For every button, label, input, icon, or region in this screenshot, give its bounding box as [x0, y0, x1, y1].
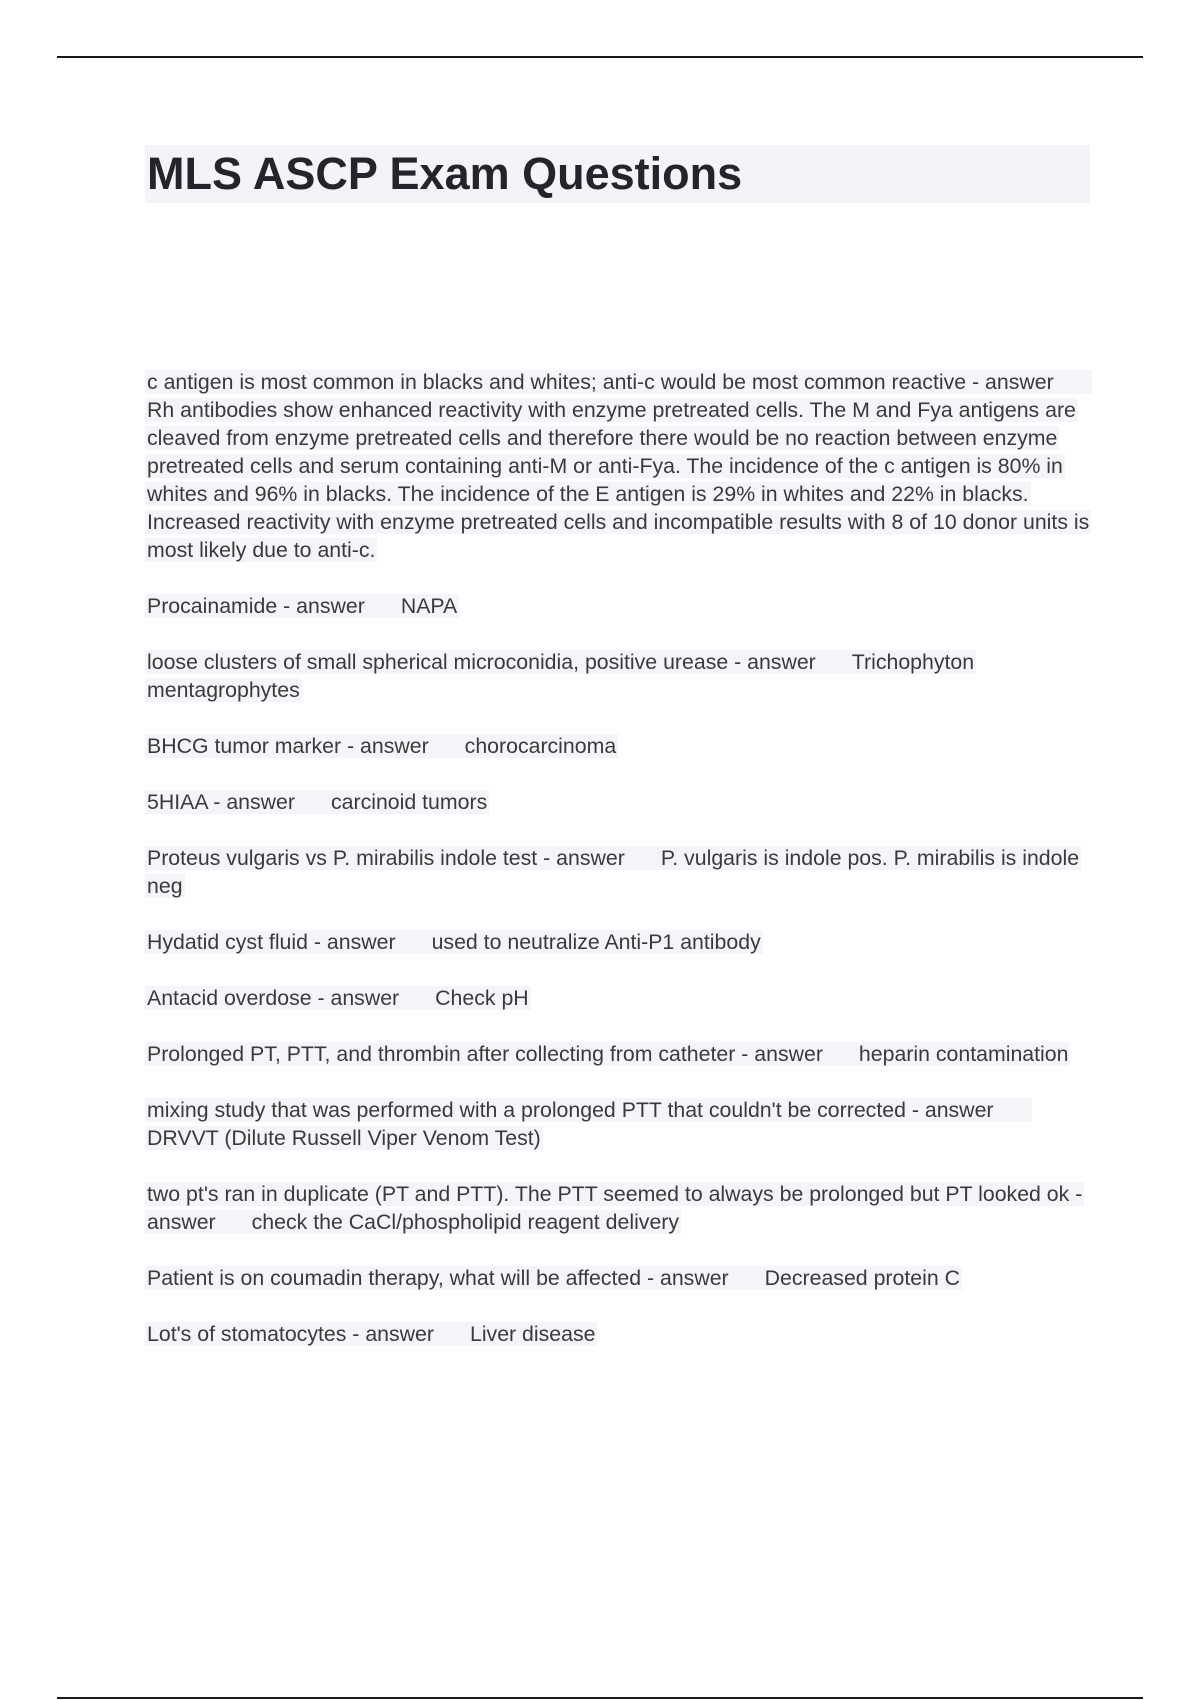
qa-item — [145, 1096, 1090, 1152]
answer-separator: - answer — [147, 1182, 1083, 1234]
qa-question: c antigen is most common in blacks and whites; anti-c would be most common reactive — [147, 370, 967, 394]
qa-question: mixing study that was performed with a prolonged PTT that couldn't be corrected — [147, 1098, 906, 1122]
qa-answer: Check pH — [435, 986, 529, 1010]
qa-item — [145, 732, 1090, 760]
qa-question: loose clusters of small spherical microconidia, positive urease — [147, 650, 729, 674]
qa-item — [145, 844, 1090, 900]
qa-question: Patient is on coumadin therapy, what will be affected — [147, 1266, 642, 1290]
top-rule — [57, 56, 1143, 58]
qa-question: Procainamide — [147, 594, 278, 618]
qa-question: Proteus vulgaris vs P. mirabilis indole test — [147, 846, 538, 870]
qa-answer: carcinoid tumors — [330, 790, 488, 814]
qa-answer: Trichophyton mentagrophytes — [147, 650, 975, 702]
answer-separator: - answer — [537, 846, 625, 870]
qa-item — [145, 368, 1090, 564]
answer-separator: - answer — [735, 1042, 823, 1066]
qa-item — [145, 1320, 1090, 1348]
answer-separator: - answer — [905, 1098, 994, 1122]
qa-question: BHCG tumor marker — [147, 734, 342, 758]
qa-question: 5HIAA — [147, 790, 208, 814]
title-block — [145, 145, 1090, 203]
answer-separator: - answer — [728, 650, 816, 674]
qa-answer: chorocarcinoma — [464, 734, 617, 758]
qa-item — [145, 984, 1090, 1012]
qa-answer: Decreased protein C — [764, 1266, 960, 1290]
qa-question: two pt's ran in duplicate (PT and PTT). The PTT seemed to always be prolonged but PT looked ok — [147, 1182, 1070, 1206]
qa-question: Prolonged PT, PTT, and thrombin after collecting from catheter — [147, 1042, 736, 1066]
answer-separator: - answer — [277, 594, 365, 618]
answer-separator: - answer — [207, 790, 295, 814]
qa-list — [145, 368, 1090, 1376]
answer-separator: - answer — [346, 1322, 434, 1346]
qa-item — [145, 788, 1090, 816]
qa-question: Lot's of stomatocytes — [147, 1322, 347, 1346]
qa-item — [145, 1180, 1090, 1236]
qa-item — [145, 592, 1090, 620]
qa-answer: NAPA — [400, 594, 458, 618]
answer-separator: - answer — [307, 930, 396, 954]
answer-separator: - answer — [966, 370, 1054, 394]
qa-answer: Rh antibodies show enhanced reactivity with enzyme pretreated cells. The M and Fya antigens are cleaved from enzyme pretreated cells and therefore there would be no reaction between enzyme pretreated cells and serum containing anti-M or anti-Fya. The incidence of the c antigen is 80% in whites and 96% in blacks. The incidence of the E antigen is 29% in whites and 22% in blacks. Increased reactivity with enzyme pretreated cells and incompatible results with 8 of 10 donor units is most likely due to anti-c. — [147, 398, 1090, 562]
qa-answer: check the CaCl/phospholipid reagent delivery — [251, 1210, 680, 1234]
qa-item — [145, 1040, 1090, 1068]
qa-item — [145, 648, 1090, 704]
qa-answer: used to neutralize Anti-P1 antibody — [431, 930, 761, 954]
qa-item — [145, 928, 1090, 956]
qa-answer: P. vulgaris is indole pos. P. mirabilis is indole neg — [147, 846, 1080, 898]
qa-question: Hydatid cyst fluid — [147, 930, 308, 954]
page-title: MLS ASCP Exam Questions — [147, 148, 743, 199]
qa-item — [145, 1264, 1090, 1292]
answer-separator: - answer — [311, 986, 400, 1010]
qa-answer: Liver disease — [469, 1322, 596, 1346]
answer-separator: - answer — [341, 734, 429, 758]
qa-question: Antacid overdose — [147, 986, 312, 1010]
bottom-rule — [57, 1697, 1143, 1699]
qa-answer: DRVVT (Dilute Russell Viper Venom Test) — [147, 1126, 541, 1150]
answer-separator: - answer — [641, 1266, 729, 1290]
qa-answer: heparin contamination — [858, 1042, 1069, 1066]
